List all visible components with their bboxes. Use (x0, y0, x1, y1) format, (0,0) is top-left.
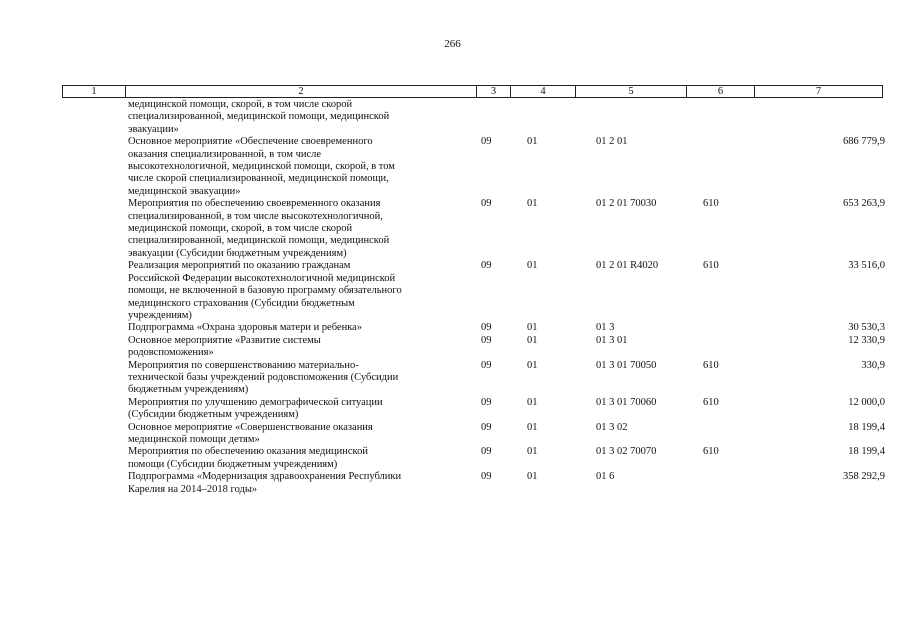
item-name: Мероприятия по обеспечению своевременного оказания специализированной, в том числе высокотехнологичной, медицинской помощи, скорой, в том числе скорой специализированной, медицинской помощи, медицинской эвакуации (Субсидии бюджетным учреждениям) (128, 198, 390, 259)
header-row (63, 86, 883, 98)
column-number-header (62, 85, 883, 98)
header-col-1: 1 (63, 86, 126, 98)
header-col-5: 5 (576, 86, 687, 98)
item-name: медицинской помощи, скорой, в том числе скорой специализированной, медицинской помощи, медицинской эвакуации» (128, 99, 390, 135)
subsection-code: 01 (527, 136, 538, 148)
header-col-6: 6 (687, 86, 755, 98)
amount: 18 199,4 (848, 421, 885, 433)
item-name: Мероприятия по совершенствованию материально- технической базы учреждений родовспоможения (Субсидии бюджетным учреждениям) (128, 359, 399, 396)
table-row (62, 198, 889, 260)
expense-type-code: 610 (703, 396, 719, 408)
expense-type-code (703, 471, 743, 496)
subsection-code (527, 99, 577, 136)
amount: 686 779,9 (843, 136, 885, 148)
item-name: Основное мероприятие «Развитие системы родовспоможения» (128, 334, 321, 359)
subsection-code: 01 (527, 334, 538, 346)
target-article-code (596, 99, 696, 136)
table-row (62, 471, 889, 496)
section-code: 09 (481, 260, 492, 272)
section-code: 09 (481, 421, 492, 433)
expense-type-code (703, 99, 743, 136)
table-row (62, 360, 889, 397)
expense-type-code: 610 (703, 198, 719, 210)
subsection-code: 01 (527, 421, 538, 433)
section-code: 09 (481, 322, 492, 334)
expense-type-code (703, 422, 743, 447)
section-code: 09 (481, 471, 492, 483)
expense-type-code: 610 (703, 260, 719, 272)
item-name: Основное мероприятие «Совершенствование оказания медицинской помощи детям» (128, 421, 373, 445)
table-row (62, 446, 889, 471)
section-code: 09 (481, 359, 492, 371)
section-code: 09 (481, 334, 492, 346)
amount: 358 292,9 (843, 471, 885, 483)
item-name: Мероприятия по обеспечению оказания медицинской помощи (Субсидии бюджетным учреждениям) (128, 446, 368, 470)
expense-type-code (703, 335, 743, 360)
item-name: Реализация мероприятий по оказанию гражданам Российской Федерации высокотехнологичной медицинской помощи, не включенной в базовую программу обязательного медицинского страхования (Субсидии бюджетным учреждениям) (128, 260, 402, 321)
amount: 12 330,9 (848, 334, 885, 346)
section-code: 09 (481, 136, 492, 148)
expense-type-code (703, 136, 743, 198)
table-row (62, 397, 889, 422)
amount (743, 99, 885, 136)
target-article-code: 01 3 01 (596, 334, 628, 346)
subsection-code: 01 (527, 198, 538, 210)
expense-type-code: 610 (703, 359, 719, 371)
table-row (62, 260, 889, 322)
expense-type-code (703, 322, 743, 334)
header-col-7: 7 (755, 86, 883, 98)
table-row (62, 422, 889, 447)
header-col-3: 3 (477, 86, 511, 98)
item-name: Мероприятия по улучшению демографической ситуации (Субсидии бюджетным учреждениям) (128, 396, 383, 421)
amount: 653 263,9 (843, 198, 885, 210)
section-code: 09 (481, 396, 492, 408)
subsection-code: 01 (527, 359, 538, 371)
subsection-code: 01 (527, 446, 538, 458)
target-article-code: 01 2 01 70030 (596, 198, 657, 210)
item-name: Подпрограмма «Охрана здоровья матери и ребенка» (128, 322, 363, 334)
item-name: Основное мероприятие «Обеспечение своевременного оказания специализированной, в том числе высокотехнологичной, медицинской помощи, скорой, в том числе скорой специализированной, медицинской помощи, медицинской эвакуации» (128, 136, 395, 197)
table-row (62, 322, 889, 334)
subsection-code: 01 (527, 260, 538, 272)
table-row (62, 335, 889, 360)
target-article-code: 01 3 01 70060 (596, 396, 657, 408)
subsection-code: 01 (527, 471, 538, 483)
amount: 30 530,3 (848, 322, 885, 334)
target-article-code: 01 6 (596, 471, 615, 483)
target-article-code: 01 3 02 (596, 421, 628, 433)
amount: 12 000,0 (848, 396, 885, 408)
page-number: 266 (444, 38, 461, 50)
header-col-4: 4 (511, 86, 576, 98)
amount: 330,9 (861, 359, 885, 371)
section-code (481, 99, 511, 136)
header-col-2: 2 (126, 86, 477, 98)
target-article-code: 01 3 02 70070 (596, 446, 657, 458)
target-article-code: 01 2 01 (596, 136, 628, 148)
item-name: Подпрограмма «Модернизация здравоохранения Республики Карелия на 2014–2018 годы» (128, 471, 402, 495)
subsection-code: 01 (527, 322, 538, 334)
section-code: 09 (481, 446, 492, 458)
target-article-code: 01 3 (596, 322, 615, 334)
subsection-code: 01 (527, 396, 538, 408)
table-row (62, 136, 889, 198)
section-code: 09 (481, 198, 492, 210)
target-article-code: 01 2 01 R4020 (596, 260, 659, 272)
amount: 33 516,0 (848, 260, 885, 272)
amount: 18 199,4 (848, 446, 885, 458)
table-row (62, 99, 889, 136)
budget-table-body (62, 99, 889, 496)
expense-type-code: 610 (703, 446, 719, 458)
target-article-code: 01 3 01 70050 (596, 359, 657, 371)
